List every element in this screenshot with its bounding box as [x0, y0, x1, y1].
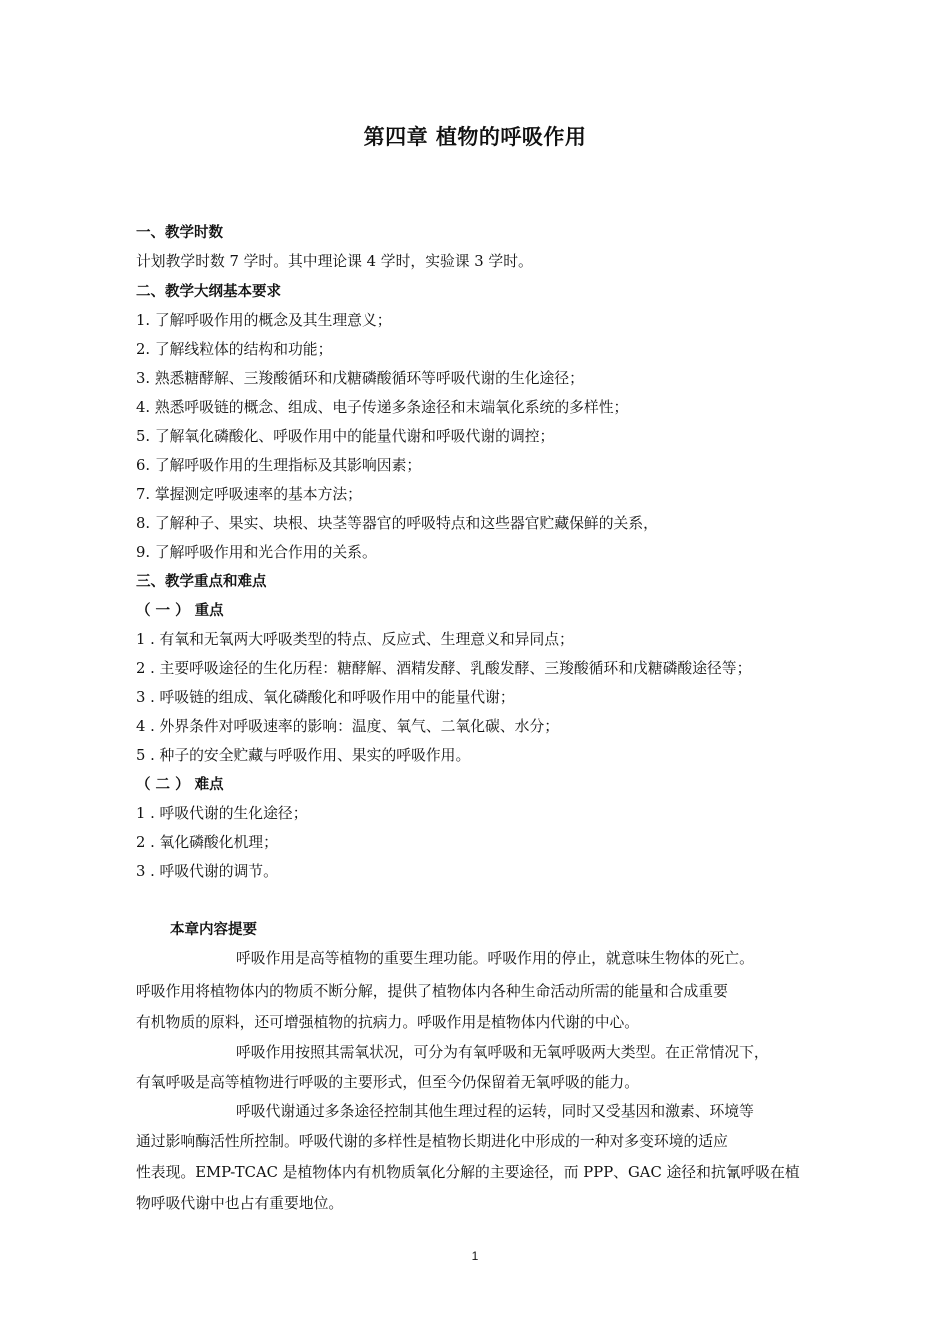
syllabus-item: 2. 了解线粒体的结构和功能； — [136, 341, 333, 358]
summary-line: 呼吸作用将植物体内的物质不断分解，提供了植物体内各种生命活动所需的能量和合成重要 — [136, 983, 728, 1000]
summary-line: 有氧呼吸是高等植物进行呼吸的主要形式，但至今仍保留着无氧呼吸的能力。 — [136, 1074, 640, 1091]
summary-line: 物呼吸代谢中也占有重要地位。 — [136, 1195, 344, 1212]
subheading-key-points: （ 一 ） 重点 — [136, 603, 224, 619]
summary-line: 呼吸作用按照其需氧状况，可分为有氧呼吸和无氧呼吸两大类型。在正常情况下， — [236, 1044, 769, 1061]
summary-line: 通过影响酶活性所控制。呼吸代谢的多样性是植物长期进化中形成的一种对多变环境的适应 — [136, 1133, 728, 1150]
syllabus-item: 1. 了解呼吸作用的概念及其生理意义； — [136, 312, 392, 329]
page-title: 第四章 植物的呼吸作用 — [363, 125, 587, 149]
subheading-difficulties: （ 二 ） 难点 — [136, 777, 224, 793]
section-heading-teaching-hours: 一、教学时数 — [136, 225, 223, 241]
syllabus-item: 4. 熟悉呼吸链的概念、组成、电子传递多条途径和末端氧化系统的多样性； — [136, 399, 629, 416]
section-heading-key-difficult: 三、教学重点和难点 — [136, 574, 267, 590]
teaching-hours-text: 计划教学时数 7 学时。其中理论课 4 学时，实验课 3 学时。 — [136, 253, 533, 270]
syllabus-item: 9. 了解呼吸作用和光合作用的关系。 — [136, 544, 377, 561]
summary-line: 呼吸作用是高等植物的重要生理功能。呼吸作用的停止，就意味生物体的死亡。 — [236, 950, 754, 967]
key-point-item: 4 . 外界条件对呼吸速率的影响：温度、氧气、二氧化碳、水分； — [136, 718, 560, 735]
summary-line: 呼吸代谢通过多条途径控制其他生理过程的运转，同时又受基因和激素、环境等 — [236, 1103, 754, 1120]
summary-line: 性表现。EMP-TCAC 是植物体内有机物质氧化分解的主要途径，而 PPP、GAC 途径和抗氰呼吸在植 — [136, 1164, 800, 1181]
summary-heading: 本章内容提要 — [170, 922, 257, 938]
key-point-item: 2 . 主要呼吸途径的生化历程：糖酵解、酒精发酵、乳酸发酵、三羧酸循环和戊糖磷酸途径等； — [136, 660, 752, 677]
summary-line: 有机物质的原料，还可增强植物的抗病力。呼吸作用是植物体内代谢的中心。 — [136, 1014, 640, 1031]
difficulty-item: 1 . 呼吸代谢的生化途径； — [136, 805, 308, 822]
difficulty-item: 2 . 氧化磷酸化机理； — [136, 834, 278, 851]
syllabus-item: 6. 了解呼吸作用的生理指标及其影响因素； — [136, 457, 422, 474]
section-heading-syllabus: 二、教学大纲基本要求 — [136, 284, 281, 300]
syllabus-item: 5. 了解氧化磷酸化、呼吸作用中的能量代谢和呼吸代谢的调控； — [136, 428, 555, 445]
page-number: 1 — [471, 1249, 479, 1263]
key-point-item: 3 . 呼吸链的组成、氧化磷酸化和呼吸作用中的能量代谢； — [136, 689, 515, 706]
syllabus-item: 7. 掌握测定呼吸速率的基本方法； — [136, 486, 362, 503]
syllabus-item: 3. 熟悉糖酵解、三羧酸循环和戊糖磷酸循环等呼吸代谢的生化途径； — [136, 370, 584, 387]
difficulty-item: 3 . 呼吸代谢的调节。 — [136, 863, 278, 880]
key-point-item: 1 . 有氧和无氧两大呼吸类型的特点、反应式、生理意义和异同点； — [136, 631, 574, 648]
key-point-item: 5 . 种子的安全贮藏与呼吸作用、果实的呼吸作用。 — [136, 747, 471, 764]
syllabus-item: 8. 了解种子、果实、块根、块茎等器官的呼吸特点和这些器官贮藏保鲜的关系， — [136, 515, 658, 532]
